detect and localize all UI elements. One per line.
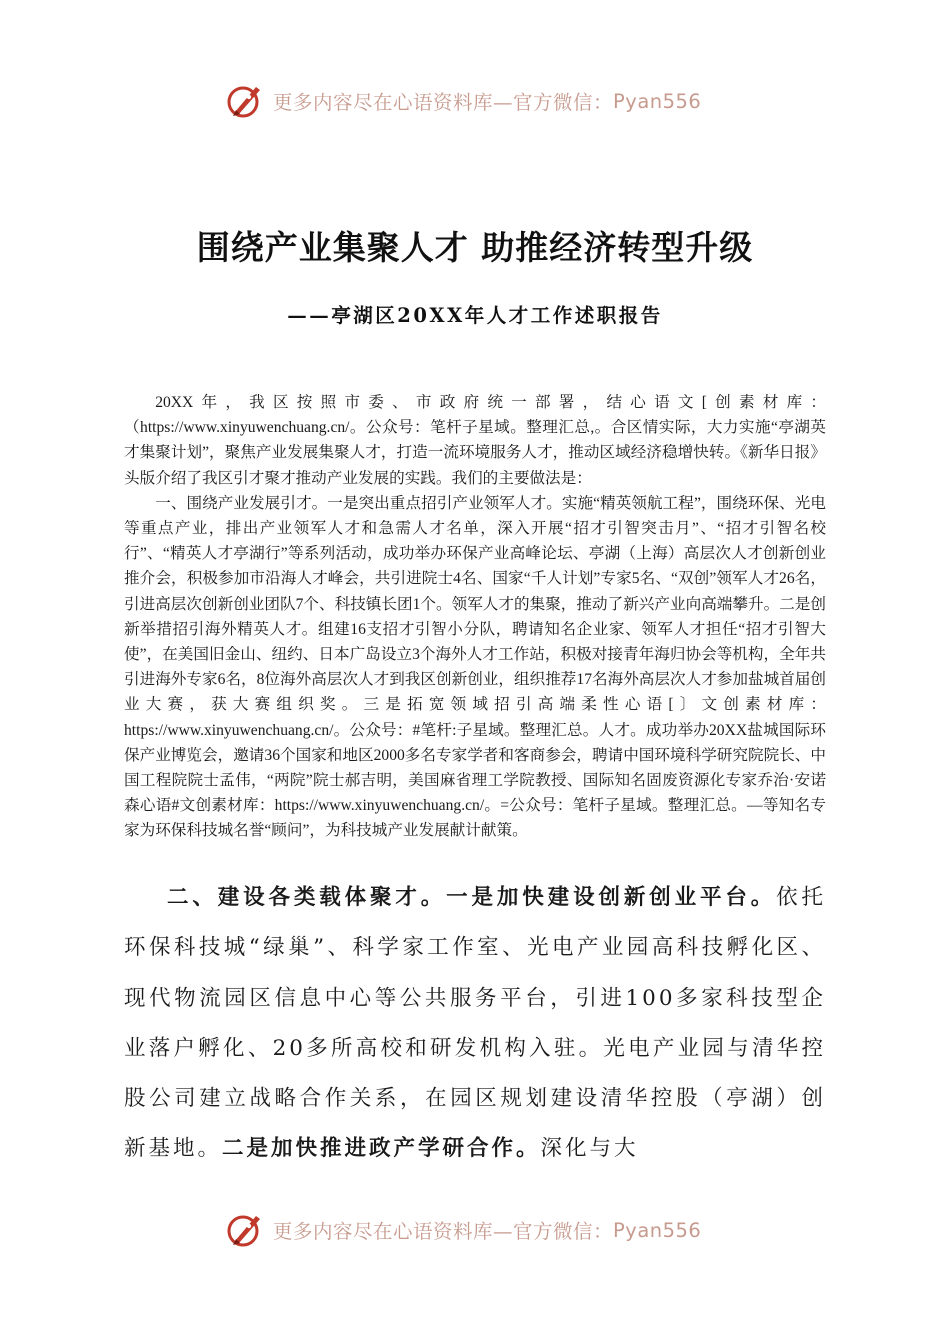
footer-banner-wechat: Pyan556 xyxy=(613,1218,702,1242)
body-small-text xyxy=(124,390,826,844)
section-two-point-one: 一是加快建设创新创业平台。 xyxy=(446,885,777,910)
header-banner-text: 更多内容尽在心语资料库—官方微信： xyxy=(273,91,614,114)
pen-logo-icon xyxy=(225,81,265,121)
header-banner xyxy=(225,78,745,124)
header-banner-wechat: Pyan556 xyxy=(613,89,702,113)
section-two-text-two: 深化与大 xyxy=(540,1136,639,1162)
document-title: 围绕产业集聚人才 助推经济转型升级 xyxy=(196,228,754,267)
paragraph-one: 一、围绕产业发展引才。一是突出重点招引产业领军人才。实施“精英领航工程”，围绕环保、光电等重点产业，排出产业领军人才和急需人才名单，深入开展“招才引智突击月”、“招才引智名校行”、“精英人才亭湖行”等系列活动，成功举办环保产业高峰论坛、亭湖（上海）高层次人才创新创业推介会，积极参加市沿海人才峰会，共引进院士4名、国家“千人计划”专家5名、“双创”领军人才26名，引进高层次创新创业团队7个、科技镇长团1个。领军人才的集聚，推动了新兴产业向高端攀升。二是创新举措招引海外精英人才。组建16支招才引智小分队，聘请知名企业家、领军人才担任“招才引智大使”，在美国旧金山、纽约、日本广岛设立3个海外人才工作站，积极对接青年海归协会等机构，全年共引进海外专家6名，8位海外高层次人才到我区创新创业，组织推荐17名海外高层次人才参加盐城首届创业大赛，获大赛组织奖。三是拓宽领域招引高端柔性心语[〕文创素材库：https://www.xinyuwenchuang.cn/。公众号：#笔杆:子星域。整理汇总。人才。成功举办20XX盐城国际环保产业博览会，邀请36个国家和地区2000多名专家学者和客商参会，聘请中国环境科学研究院院长、中国工程院院士孟伟，“两院”院士郝吉明，美国麻省理工学院教授、国际知名固废资源化专家乔治·安诺森心语#文创素材库：https://www.xinyuwenchuang.cn/。=公众号：笔杆子星域。整理汇总。—等知名专家为环保科技城名誉“顾问”，为科技城产业发展献计献策。 xyxy=(124,494,827,840)
section-two-paragraph xyxy=(124,873,826,1175)
footer-banner xyxy=(225,1207,745,1253)
section-two-text-one: 依托环保科技城“绿巢”、科学家工作室、光电产业园高科技孵化区、现代物流园区信息中心等公共服务平台，引进100多家科技型企业落户孵化、20多所高校和研发机构入驻。光电产业园与清华控股公司建立战略合作关系，在园区规划建设清华控股（亭湖）创新基地。 xyxy=(124,885,826,1162)
section-two-point-two: 二是加快推进政产学研合作。 xyxy=(222,1136,541,1162)
body-large-text xyxy=(124,873,826,1175)
section-two-heading: 二、建设各类载体聚才。 xyxy=(167,885,447,910)
footer-banner-text: 更多内容尽在心语资料库—官方微信： xyxy=(273,1220,614,1243)
paragraph-intro: 20XX年，我区按照市委、市政府统一部署，结心语文[创素材库：（https://www.xinyuwenchuang.cn/。公众号：笔杆子星域。整理汇总,。合区情实际，大力实施“亭湖英才集聚计划”，聚焦产业发展集聚人才，打造一流环境服务人才，推动区域经济稳增快转。《新华日报》头版介绍了我区引才聚才推动产业发展的实践。我们的主要做法是： xyxy=(124,394,826,487)
document-subtitle: ——亭湖区20XX年人才工作述职报告 xyxy=(287,304,663,327)
pen-logo-icon xyxy=(225,1210,265,1250)
